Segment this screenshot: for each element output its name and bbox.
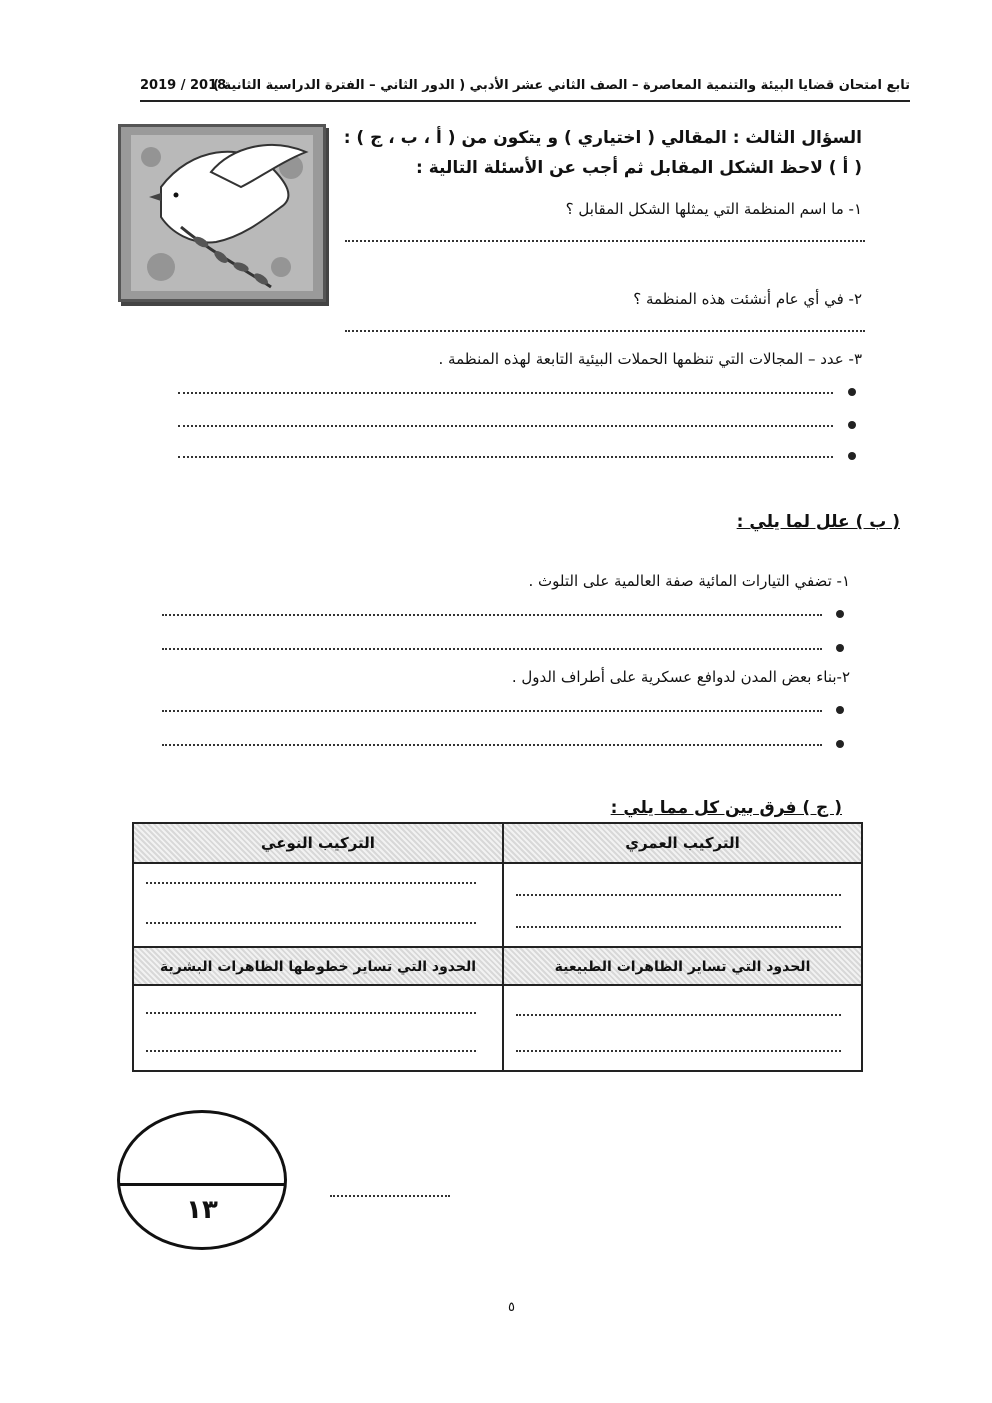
part-b-q1: ١- تضفي التيارات المائية صفة العالمية على التلوث . [528,572,850,590]
part-b-title: ( ب ) علل لما يلي : [736,512,900,532]
answer-line[interactable] [178,456,833,458]
exam-title: تابع امتحان قضايا البيئة والتنمية المعاصرة – الصف الثاني عشر الأدبي ( الدور الثاني – الفترة الدراسية الثانية ) [213,78,910,93]
answer-line[interactable] [178,425,833,427]
part-a-q1: ١- ما اسم المنظمة التي يمثلها الشكل المقابل ؟ [565,200,862,218]
answer-line[interactable] [162,648,822,650]
exam-header [140,78,910,102]
page-number: ٥ [508,1300,515,1315]
part-c-title: ( ج ) فرق بين كل مما يلي : [610,798,842,818]
dove-picture [118,124,326,302]
table-header-human-boundaries: الحدود التي تساير خطوطها الظاهرات البشرية [134,946,502,986]
bullet-icon [836,740,844,748]
table-header-gender-structure: التركيب النوعي [134,824,502,864]
exam-year: 2019 / 2018 [140,78,227,93]
score-divider [120,1183,284,1186]
answer-line[interactable] [178,392,833,394]
answer-line[interactable] [516,1050,841,1052]
part-b-q2: ٢-بناء بعض المدن لدوافع عسكرية على أطراف الدول . [511,668,850,686]
answer-line[interactable] [146,922,476,924]
answer-line[interactable] [162,744,822,746]
bullet-icon [836,706,844,714]
bullet-icon [848,388,856,396]
answer-line[interactable] [146,1012,476,1014]
table-header-natural-boundaries: الحدود التي تساير الظاهرات الطبيعية [504,946,861,986]
part-a-q2: ٢- في أي عام أنشئت هذه المنظمة ؟ [633,290,862,308]
answer-line[interactable] [516,1014,841,1016]
answer-line[interactable] [162,614,822,616]
bullet-icon [836,610,844,618]
part-a-title: ( أ ) لاحظ الشكل المقابل ثم أجب عن الأسئلة التالية : [416,158,862,178]
answer-line[interactable] [146,1050,476,1052]
answer-line[interactable] [146,882,476,884]
comparison-table [132,822,863,1072]
bullet-icon [848,421,856,429]
answer-line[interactable] [516,894,841,896]
score-circle [117,1110,287,1250]
bullet-icon [836,644,844,652]
answer-line[interactable] [516,926,841,928]
table-header-age-structure: التركيب العمري [504,824,861,864]
bullet-icon [848,452,856,460]
question3-heading: السؤال الثالث : المقالي ( اختياري ) و يتكون من ( أ ، ب ، ج ) : [343,128,862,148]
answer-line[interactable] [345,330,865,332]
dove-icon [121,127,323,299]
score-value: ١٣ [186,1195,218,1225]
score-answer-line[interactable] [330,1195,450,1197]
part-a-q3: ٣- عدد – المجالات التي تنظمها الحملات البيئية التابعة لهذه المنظمة . [438,350,862,368]
answer-line[interactable] [162,710,822,712]
answer-line[interactable] [345,240,865,242]
